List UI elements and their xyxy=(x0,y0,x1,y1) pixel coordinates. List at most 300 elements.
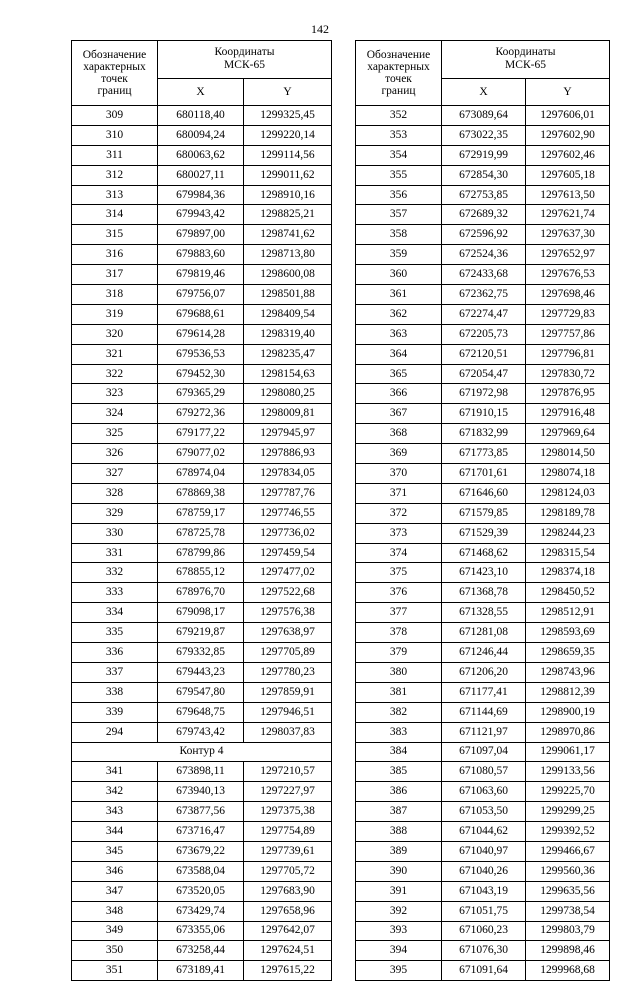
x-cell: 672274,47 xyxy=(442,304,526,324)
point-cell: 319 xyxy=(72,304,158,324)
y-cell: 1297605,18 xyxy=(526,165,610,185)
point-cell: 356 xyxy=(356,185,442,205)
coordinates-header xyxy=(158,41,332,79)
x-cell: 671080,57 xyxy=(442,762,526,782)
x-cell: 671076,30 xyxy=(442,941,526,961)
x-cell: 673940,13 xyxy=(158,782,244,802)
point-column-header xyxy=(356,41,442,106)
table-row xyxy=(72,483,332,503)
point-cell: 311 xyxy=(72,145,158,165)
y-cell: 1297859,91 xyxy=(244,682,332,702)
x-cell: 671328,55 xyxy=(442,603,526,623)
page-number: 142 xyxy=(311,22,329,36)
point-cell: 321 xyxy=(72,344,158,364)
point-cell: 324 xyxy=(72,404,158,424)
x-cell: 671773,85 xyxy=(442,444,526,464)
y-cell: 1299133,56 xyxy=(526,762,610,782)
header-line: Координаты xyxy=(495,46,556,59)
point-cell: 374 xyxy=(356,543,442,563)
x-cell: 671910,15 xyxy=(442,404,526,424)
point-cell: 332 xyxy=(72,563,158,583)
y-cell: 1298450,52 xyxy=(526,583,610,603)
point-cell: 326 xyxy=(72,444,158,464)
y-cell: 1298235,47 xyxy=(244,344,332,364)
point-cell: 294 xyxy=(72,722,158,742)
x-cell: 680118,40 xyxy=(158,106,244,126)
table-row xyxy=(356,861,610,881)
table-row xyxy=(356,802,610,822)
table-row xyxy=(356,603,610,623)
x-cell: 679883,60 xyxy=(158,245,244,265)
table-row xyxy=(72,324,332,344)
table-row xyxy=(356,543,610,563)
table-row xyxy=(72,682,332,702)
y-cell: 1298741,62 xyxy=(244,225,332,245)
header-line: Координаты xyxy=(214,46,275,59)
table-row xyxy=(72,125,332,145)
y-cell: 1297834,05 xyxy=(244,464,332,484)
x-cell: 679688,61 xyxy=(158,304,244,324)
y-cell: 1297615,22 xyxy=(244,961,332,981)
table-row xyxy=(356,782,610,802)
y-column-header: Y xyxy=(244,78,332,105)
table-row xyxy=(356,165,610,185)
x-cell: 679819,46 xyxy=(158,265,244,285)
x-cell: 671281,08 xyxy=(442,623,526,643)
table-row xyxy=(72,722,332,742)
y-cell: 1297754,89 xyxy=(244,822,332,842)
x-cell: 672362,75 xyxy=(442,285,526,305)
section-title: Контур 4 xyxy=(72,742,332,762)
point-cell: 360 xyxy=(356,265,442,285)
table-row xyxy=(356,682,610,702)
table-row xyxy=(356,464,610,484)
point-cell: 355 xyxy=(356,165,442,185)
y-cell: 1297613,50 xyxy=(526,185,610,205)
table-body xyxy=(72,106,332,981)
table-row xyxy=(72,563,332,583)
y-cell: 1298743,96 xyxy=(526,662,610,682)
point-cell: 359 xyxy=(356,245,442,265)
table-row xyxy=(72,762,332,782)
y-cell: 1299325,45 xyxy=(244,106,332,126)
x-cell: 671044,62 xyxy=(442,822,526,842)
header-line: Обозначение xyxy=(366,49,431,61)
x-cell: 679536,53 xyxy=(158,344,244,364)
header-line: границ xyxy=(381,85,416,97)
x-cell: 679614,28 xyxy=(158,324,244,344)
y-cell: 1299466,67 xyxy=(526,841,610,861)
point-cell: 353 xyxy=(356,125,442,145)
x-cell: 671832,99 xyxy=(442,424,526,444)
table-row xyxy=(356,404,610,424)
point-cell: 382 xyxy=(356,702,442,722)
table-row xyxy=(72,225,332,245)
y-cell: 1299898,46 xyxy=(526,941,610,961)
point-cell: 375 xyxy=(356,563,442,583)
x-cell: 679547,80 xyxy=(158,682,244,702)
x-cell: 679443,23 xyxy=(158,662,244,682)
x-cell: 671177,41 xyxy=(442,682,526,702)
x-cell: 679452,30 xyxy=(158,364,244,384)
table-row xyxy=(72,961,332,981)
x-cell: 672854,30 xyxy=(442,165,526,185)
x-cell: 672524,36 xyxy=(442,245,526,265)
point-cell: 338 xyxy=(72,682,158,702)
point-cell: 327 xyxy=(72,464,158,484)
x-cell: 678855,12 xyxy=(158,563,244,583)
header-line: МСК-65 xyxy=(224,59,265,72)
point-cell: 383 xyxy=(356,722,442,742)
table-row xyxy=(72,424,332,444)
y-cell: 1298593,69 xyxy=(526,623,610,643)
x-cell: 671060,23 xyxy=(442,921,526,941)
y-cell: 1298189,78 xyxy=(526,503,610,523)
table-row xyxy=(72,941,332,961)
table-row xyxy=(72,901,332,921)
y-cell: 1298124,03 xyxy=(526,483,610,503)
x-cell: 671091,64 xyxy=(442,961,526,981)
point-cell: 350 xyxy=(72,941,158,961)
y-cell: 1297602,90 xyxy=(526,125,610,145)
point-cell: 351 xyxy=(72,961,158,981)
coordinates-table-right xyxy=(355,40,610,981)
header-line: характерных xyxy=(367,61,430,73)
y-cell: 1299738,54 xyxy=(526,901,610,921)
point-cell: 384 xyxy=(356,742,442,762)
point-cell: 376 xyxy=(356,583,442,603)
table-row xyxy=(356,145,610,165)
point-cell: 390 xyxy=(356,861,442,881)
table-row xyxy=(72,444,332,464)
y-cell: 1299225,70 xyxy=(526,782,610,802)
x-cell: 672689,32 xyxy=(442,205,526,225)
table-row xyxy=(72,782,332,802)
table-row xyxy=(356,702,610,722)
table-row xyxy=(356,344,610,364)
point-cell: 342 xyxy=(72,782,158,802)
point-cell: 362 xyxy=(356,304,442,324)
x-cell: 680027,11 xyxy=(158,165,244,185)
point-cell: 312 xyxy=(72,165,158,185)
table-row xyxy=(356,583,610,603)
y-cell: 1298374,18 xyxy=(526,563,610,583)
x-cell: 673089,64 xyxy=(442,106,526,126)
y-cell: 1297698,46 xyxy=(526,285,610,305)
y-cell: 1298009,81 xyxy=(244,404,332,424)
x-cell: 671368,78 xyxy=(442,583,526,603)
table-row xyxy=(72,265,332,285)
point-cell: 345 xyxy=(72,841,158,861)
point-cell: 365 xyxy=(356,364,442,384)
y-cell: 1297876,95 xyxy=(526,384,610,404)
y-cell: 1297796,81 xyxy=(526,344,610,364)
point-cell: 343 xyxy=(72,802,158,822)
y-cell: 1298910,16 xyxy=(244,185,332,205)
point-cell: 393 xyxy=(356,921,442,941)
table-row xyxy=(356,961,610,981)
table-row xyxy=(356,921,610,941)
y-cell: 1298037,83 xyxy=(244,722,332,742)
table-row xyxy=(72,464,332,484)
y-cell: 1297210,57 xyxy=(244,762,332,782)
x-cell: 679943,42 xyxy=(158,205,244,225)
y-cell: 1297477,02 xyxy=(244,563,332,583)
point-cell: 331 xyxy=(72,543,158,563)
point-cell: 386 xyxy=(356,782,442,802)
point-cell: 317 xyxy=(72,265,158,285)
table-row xyxy=(72,384,332,404)
y-cell: 1297780,23 xyxy=(244,662,332,682)
y-cell: 1297969,64 xyxy=(526,424,610,444)
point-cell: 313 xyxy=(72,185,158,205)
point-cell: 392 xyxy=(356,901,442,921)
y-cell: 1298409,54 xyxy=(244,304,332,324)
point-cell: 339 xyxy=(72,702,158,722)
x-cell: 673716,47 xyxy=(158,822,244,842)
x-cell: 672054,47 xyxy=(442,364,526,384)
x-cell: 679077,02 xyxy=(158,444,244,464)
y-cell: 1299114,56 xyxy=(244,145,332,165)
header-line: МСК-65 xyxy=(505,59,546,72)
table-row xyxy=(356,304,610,324)
table-row xyxy=(356,225,610,245)
y-cell: 1298315,54 xyxy=(526,543,610,563)
table-row xyxy=(356,364,610,384)
table-row xyxy=(72,364,332,384)
y-cell: 1299560,36 xyxy=(526,861,610,881)
table-row xyxy=(356,205,610,225)
table-row xyxy=(72,603,332,623)
point-cell: 348 xyxy=(72,901,158,921)
point-cell: 314 xyxy=(72,205,158,225)
point-cell: 379 xyxy=(356,643,442,663)
point-cell: 328 xyxy=(72,483,158,503)
x-cell: 671040,26 xyxy=(442,861,526,881)
y-cell: 1297729,83 xyxy=(526,304,610,324)
point-cell: 310 xyxy=(72,125,158,145)
y-cell: 1298659,35 xyxy=(526,643,610,663)
y-cell: 1298154,63 xyxy=(244,364,332,384)
x-cell: 671468,62 xyxy=(442,543,526,563)
point-cell: 357 xyxy=(356,205,442,225)
x-cell: 679756,07 xyxy=(158,285,244,305)
point-cell: 394 xyxy=(356,941,442,961)
x-column-header: X xyxy=(442,78,526,105)
point-cell: 391 xyxy=(356,881,442,901)
x-cell: 673355,06 xyxy=(158,921,244,941)
table-row xyxy=(72,643,332,663)
y-cell: 1297652,97 xyxy=(526,245,610,265)
table-row xyxy=(72,822,332,842)
table-row xyxy=(356,722,610,742)
table-row xyxy=(356,424,610,444)
header-line: точек xyxy=(101,73,128,85)
table-row xyxy=(72,344,332,364)
y-cell: 1299011,62 xyxy=(244,165,332,185)
x-cell: 672596,92 xyxy=(442,225,526,245)
y-cell: 1297642,07 xyxy=(244,921,332,941)
table-row xyxy=(356,106,610,126)
table-row xyxy=(72,145,332,165)
y-cell: 1297606,01 xyxy=(526,106,610,126)
x-column-header: X xyxy=(158,78,244,105)
table-row xyxy=(72,662,332,682)
x-cell: 671051,75 xyxy=(442,901,526,921)
y-cell: 1299635,56 xyxy=(526,881,610,901)
y-cell: 1298812,39 xyxy=(526,682,610,702)
x-cell: 679984,36 xyxy=(158,185,244,205)
header-line: характерных xyxy=(83,61,146,73)
table-row xyxy=(72,702,332,722)
table-row xyxy=(356,643,610,663)
point-cell: 395 xyxy=(356,961,442,981)
point-cell: 318 xyxy=(72,285,158,305)
x-cell: 673429,74 xyxy=(158,901,244,921)
table-row xyxy=(356,563,610,583)
y-cell: 1298825,21 xyxy=(244,205,332,225)
coordinates-table-left xyxy=(71,40,332,981)
y-cell: 1297757,86 xyxy=(526,324,610,344)
point-cell: 364 xyxy=(356,344,442,364)
x-cell: 673189,41 xyxy=(158,961,244,981)
x-cell: 679177,22 xyxy=(158,424,244,444)
y-cell: 1297916,48 xyxy=(526,404,610,424)
point-cell: 337 xyxy=(72,662,158,682)
table-row xyxy=(72,623,332,643)
x-cell: 678799,86 xyxy=(158,543,244,563)
x-cell: 671579,85 xyxy=(442,503,526,523)
point-cell: 330 xyxy=(72,523,158,543)
point-cell: 387 xyxy=(356,802,442,822)
x-cell: 671043,19 xyxy=(442,881,526,901)
point-cell: 358 xyxy=(356,225,442,245)
table-row xyxy=(72,106,332,126)
y-column-header: Y xyxy=(526,78,610,105)
x-cell: 672753,85 xyxy=(442,185,526,205)
y-cell: 1299392,52 xyxy=(526,822,610,842)
table-row xyxy=(72,404,332,424)
x-cell: 678974,04 xyxy=(158,464,244,484)
point-cell: 315 xyxy=(72,225,158,245)
x-cell: 673898,11 xyxy=(158,762,244,782)
y-cell: 1298080,25 xyxy=(244,384,332,404)
point-cell: 380 xyxy=(356,662,442,682)
point-cell: 361 xyxy=(356,285,442,305)
coordinates-header xyxy=(442,41,610,79)
table-row xyxy=(356,185,610,205)
y-cell: 1298713,80 xyxy=(244,245,332,265)
y-cell: 1297705,72 xyxy=(244,861,332,881)
y-cell: 1297946,51 xyxy=(244,702,332,722)
header-line: точек xyxy=(385,73,412,85)
x-cell: 679648,75 xyxy=(158,702,244,722)
point-cell: 370 xyxy=(356,464,442,484)
table-row xyxy=(356,523,610,543)
x-cell: 671529,39 xyxy=(442,523,526,543)
point-cell: 368 xyxy=(356,424,442,444)
x-cell: 673520,05 xyxy=(158,881,244,901)
x-cell: 671246,44 xyxy=(442,643,526,663)
y-cell: 1297830,72 xyxy=(526,364,610,384)
x-cell: 671206,20 xyxy=(442,662,526,682)
point-cell: 329 xyxy=(72,503,158,523)
y-cell: 1298074,18 xyxy=(526,464,610,484)
point-cell: 316 xyxy=(72,245,158,265)
table-row xyxy=(356,623,610,643)
x-cell: 673877,56 xyxy=(158,802,244,822)
table-row xyxy=(72,523,332,543)
point-cell: 354 xyxy=(356,145,442,165)
point-cell: 369 xyxy=(356,444,442,464)
x-cell: 678725,78 xyxy=(158,523,244,543)
y-cell: 1297945,97 xyxy=(244,424,332,444)
y-cell: 1299220,14 xyxy=(244,125,332,145)
x-cell: 680063,62 xyxy=(158,145,244,165)
x-cell: 672433,68 xyxy=(442,265,526,285)
point-column-header xyxy=(72,41,158,106)
table-row xyxy=(356,503,610,523)
table-row xyxy=(72,185,332,205)
point-cell: 373 xyxy=(356,523,442,543)
x-cell: 679897,00 xyxy=(158,225,244,245)
table-row xyxy=(72,841,332,861)
table-row xyxy=(356,841,610,861)
table-row xyxy=(356,742,610,762)
x-cell: 673258,44 xyxy=(158,941,244,961)
x-cell: 671053,50 xyxy=(442,802,526,822)
table-row xyxy=(72,503,332,523)
table-row xyxy=(356,901,610,921)
table-row xyxy=(72,205,332,225)
table-row xyxy=(356,822,610,842)
x-cell: 673022,35 xyxy=(442,125,526,145)
point-cell: 323 xyxy=(72,384,158,404)
x-cell: 679365,29 xyxy=(158,384,244,404)
x-cell: 679272,36 xyxy=(158,404,244,424)
table-row xyxy=(72,802,332,822)
y-cell: 1299299,25 xyxy=(526,802,610,822)
y-cell: 1298600,08 xyxy=(244,265,332,285)
x-cell: 672919,99 xyxy=(442,145,526,165)
x-cell: 672205,73 xyxy=(442,324,526,344)
y-cell: 1298900,19 xyxy=(526,702,610,722)
y-cell: 1297658,96 xyxy=(244,901,332,921)
y-cell: 1297522,68 xyxy=(244,583,332,603)
x-cell: 678976,70 xyxy=(158,583,244,603)
y-cell: 1297624,51 xyxy=(244,941,332,961)
y-cell: 1299061,17 xyxy=(526,742,610,762)
x-cell: 679098,17 xyxy=(158,603,244,623)
table-row xyxy=(356,245,610,265)
y-cell: 1297676,53 xyxy=(526,265,610,285)
x-cell: 679332,85 xyxy=(158,643,244,663)
y-cell: 1297705,89 xyxy=(244,643,332,663)
point-cell: 325 xyxy=(72,424,158,444)
point-cell: 347 xyxy=(72,881,158,901)
point-cell: 333 xyxy=(72,583,158,603)
y-cell: 1298501,88 xyxy=(244,285,332,305)
point-cell: 381 xyxy=(356,682,442,702)
table-row xyxy=(356,762,610,782)
table-row xyxy=(356,881,610,901)
x-cell: 680094,24 xyxy=(158,125,244,145)
table-row xyxy=(72,285,332,305)
point-cell: 336 xyxy=(72,643,158,663)
x-cell: 678759,17 xyxy=(158,503,244,523)
y-cell: 1297621,74 xyxy=(526,205,610,225)
table-row xyxy=(72,543,332,563)
